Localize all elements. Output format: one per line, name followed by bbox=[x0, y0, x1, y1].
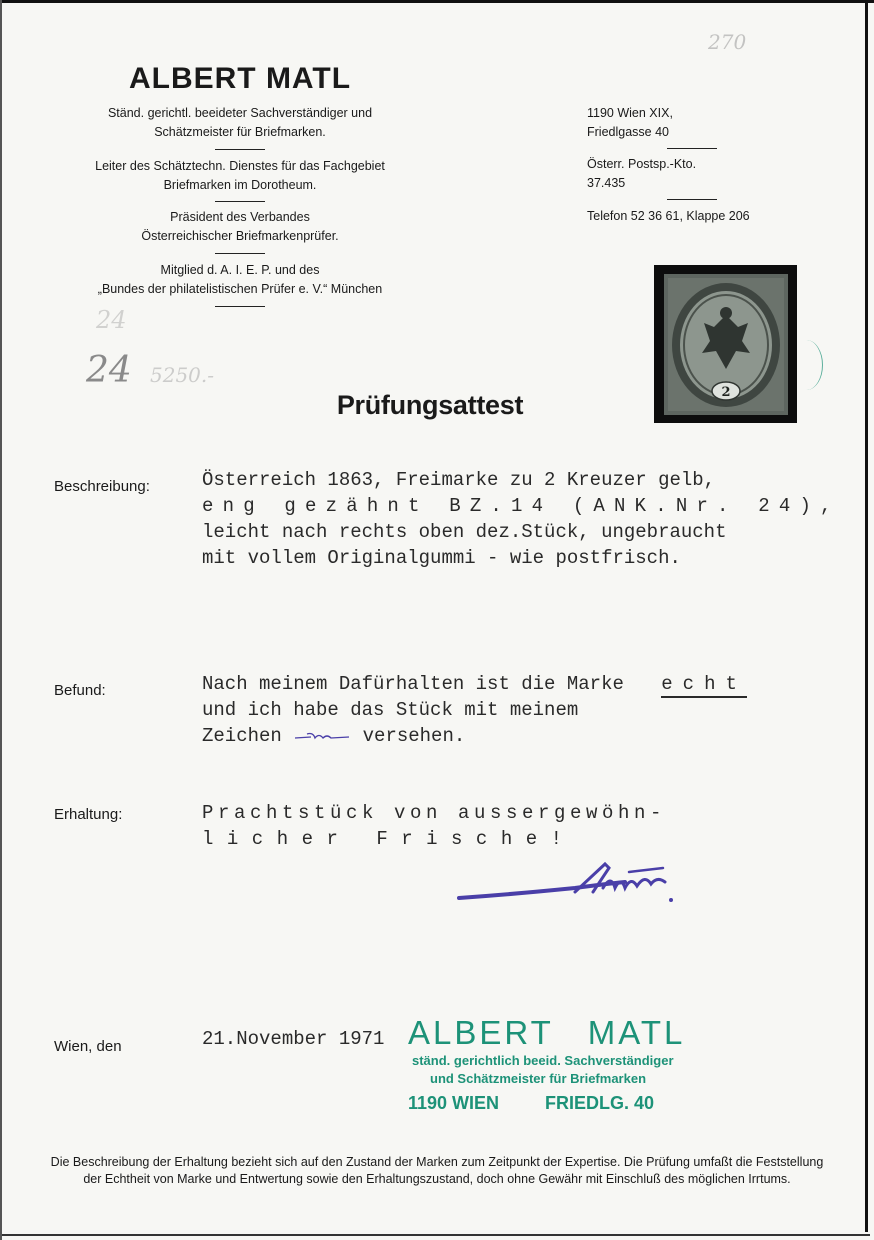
letterhead-name: ALBERT MATL bbox=[128, 62, 352, 95]
address-line: Friedlgasse 40 bbox=[587, 125, 669, 139]
credential-line: „Bundes der philatelistischen Prüfer e. V.“ München bbox=[97, 282, 383, 296]
erhaltung-line: Prachtstück von aussergewöhn- bbox=[202, 802, 667, 824]
credential-line: Leiter des Schätztechn. Dienstes für das Fachgebiet bbox=[95, 159, 385, 173]
rubber-stamp bbox=[408, 1014, 708, 1116]
scan-edge-left bbox=[0, 0, 2, 1240]
pencil-mark-price: 5250.- bbox=[150, 363, 215, 387]
befund-line: Zeichen bbox=[202, 725, 282, 747]
document-title: Prüfungsattest bbox=[336, 390, 524, 420]
pencil-mark-ref: 24 bbox=[96, 306, 127, 334]
stamp-street: FRIEDLG. 40 bbox=[545, 1093, 655, 1113]
letterhead-postsparkasse bbox=[587, 155, 696, 193]
beschreibung-line: mit vollem Originalgummi - wie postfrisch. bbox=[202, 547, 681, 569]
credential-line: Mitglied d. A. I. E. P. und des bbox=[160, 263, 320, 277]
postsp-line: Österr. Postsp.-Kto. bbox=[587, 157, 697, 171]
divider bbox=[215, 306, 265, 307]
postage-stamp-image bbox=[654, 265, 797, 423]
befund-line: Nach meinem Dafürhalten ist die Marke bbox=[202, 673, 624, 695]
beschreibung-line: eng gezähnt BZ.14 (ANK.Nr. 24), bbox=[202, 495, 841, 517]
credential-line: Österreichischer Briefmarkenprüfer. bbox=[141, 229, 339, 243]
divider bbox=[215, 253, 265, 254]
date-value: 21.November 1971 bbox=[202, 1028, 385, 1050]
stamp-name-first: ALBERT bbox=[408, 1014, 554, 1051]
erhaltung-line: licher Frische! bbox=[202, 828, 576, 850]
befund-text bbox=[202, 671, 747, 749]
pencil-mark-top: 270 bbox=[708, 30, 747, 54]
signature-icon bbox=[455, 852, 685, 912]
stamp-city: 1190 WIEN bbox=[408, 1093, 500, 1113]
beschreibung-line: Österreich 1863, Freimarke zu 2 Kreuzer gelb, bbox=[202, 469, 716, 491]
scan-edge-right bbox=[865, 0, 868, 1232]
mark-signature-icon bbox=[293, 728, 351, 744]
credential-line: Schätzmeister für Briefmarken. bbox=[154, 125, 326, 139]
footer-disclaimer: Die Beschreibung der Erhaltung bezieht sich auf den Zustand der Marken zum Zeitpunkt der Expertise. Die Prüfung umfaßt die Feststellung der Echtheit von Marke und Entwertung sowie den Erhaltungszustand, doch ohne Gewähr mit Einschluß des möglichen Irrtums. bbox=[50, 1155, 824, 1186]
beschreibung-text bbox=[202, 467, 841, 571]
stamp-name-last: MATL bbox=[587, 1014, 686, 1051]
befund-line: versehen. bbox=[362, 725, 466, 747]
credential-line: Ständ. gerichtl. beeideter Sachverständiger und bbox=[107, 106, 373, 120]
befund-label: Befund: bbox=[54, 682, 106, 699]
divider bbox=[215, 149, 265, 150]
divider bbox=[667, 199, 717, 200]
scan-edge-top bbox=[0, 0, 874, 3]
erhaltung-text bbox=[202, 800, 666, 852]
divider bbox=[215, 201, 265, 202]
stamp-value: 2 bbox=[721, 385, 731, 400]
beschreibung-label: Beschreibung: bbox=[54, 478, 150, 495]
divider bbox=[667, 148, 717, 149]
credential-line: Präsident des Verbandes bbox=[170, 210, 310, 224]
beschreibung-line: leicht nach rechts oben dez.Stück, ungebraucht bbox=[202, 521, 727, 543]
letterhead-membership bbox=[40, 261, 440, 299]
befund-echt: echt bbox=[661, 673, 747, 698]
befund-line: und ich habe das Stück mit meinem bbox=[202, 699, 579, 721]
green-cancel-arc bbox=[790, 340, 823, 390]
erhaltung-label: Erhaltung: bbox=[54, 806, 123, 823]
date-label: Wien, den bbox=[54, 1038, 122, 1055]
letterhead-president bbox=[40, 208, 440, 246]
scan-edge-bottom bbox=[0, 1234, 870, 1236]
stamp-line: und Schätzmeister für Briefmarken bbox=[430, 1071, 647, 1086]
postsp-line: 37.435 bbox=[587, 176, 626, 190]
credential-line: Briefmarken im Dorotheum. bbox=[163, 178, 317, 192]
stamp-line: ständ. gerichtlich beeid. Sachverständiger bbox=[412, 1053, 674, 1068]
letterhead-phone: Telefon 52 36 61, Klappe 206 bbox=[587, 209, 750, 223]
pencil-mark-catalog: 24 bbox=[86, 350, 132, 391]
address-line: 1190 Wien XIX, bbox=[587, 106, 673, 120]
letterhead-credentials bbox=[40, 104, 440, 142]
letterhead-address bbox=[587, 104, 673, 142]
stamp-illustration bbox=[654, 265, 797, 423]
letterhead-dorotheum bbox=[40, 157, 440, 195]
